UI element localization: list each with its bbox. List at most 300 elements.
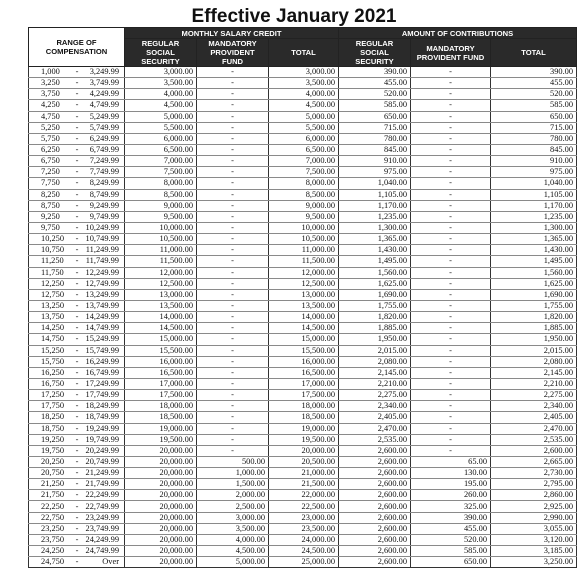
range-separator: - (75, 334, 79, 344)
contrib-mandatory-cell: - (411, 156, 491, 167)
contrib-mandatory-cell: 390.00 (411, 512, 491, 523)
contrib-mandatory-cell: - (411, 211, 491, 222)
contrib-mandatory-cell: - (411, 200, 491, 211)
msc-mandatory-cell: 4,500.00 (197, 546, 269, 557)
contrib-regular-cell: 1,755.00 (339, 300, 411, 311)
range-to: 21,749.99 (85, 479, 119, 489)
range-cell (29, 300, 125, 311)
range-cell (29, 323, 125, 334)
msc-mandatory-cell: - (197, 412, 269, 423)
range-to: 3,249.99 (89, 67, 119, 77)
msc-mandatory-cell: 1,000.00 (197, 468, 269, 479)
contrib-mandatory-cell: 195.00 (411, 479, 491, 490)
contrib-regular-cell: 455.00 (339, 78, 411, 89)
range-to: 10,249.99 (85, 223, 119, 233)
msc-mandatory-cell: - (197, 345, 269, 356)
contrib-regular-cell: 1,300.00 (339, 222, 411, 233)
contrib-total-cell: 2,600.00 (491, 445, 577, 456)
range-cell (29, 534, 125, 545)
range-separator: - (75, 200, 79, 210)
header-msc-mandatory: MANDATORY PROVIDENT FUND (197, 39, 269, 67)
header-range: RANGE OF COMPENSATION (29, 28, 125, 67)
range-from: 4,750 (41, 111, 60, 121)
range-from: 17,750 (41, 401, 65, 411)
range-to: 11,249.99 (85, 245, 119, 255)
contrib-regular-cell: 1,560.00 (339, 267, 411, 278)
msc-total-cell: 14,500.00 (269, 323, 339, 334)
table-row (29, 211, 577, 222)
contrib-regular-cell: 715.00 (339, 122, 411, 133)
msc-mandatory-cell: 500.00 (197, 456, 269, 467)
table-row (29, 189, 577, 200)
range-separator: - (75, 133, 79, 143)
msc-mandatory-cell: - (197, 133, 269, 144)
msc-mandatory-cell: - (197, 334, 269, 345)
contrib-total-cell: 715.00 (491, 122, 577, 133)
table-row (29, 412, 577, 423)
range-from: 18,750 (41, 423, 65, 433)
msc-regular-cell: 11,500.00 (125, 256, 197, 267)
range-cell (29, 256, 125, 267)
range-to: 3,749.99 (89, 78, 119, 88)
range-to: 9,749.99 (89, 211, 119, 221)
contrib-regular-cell: 2,600.00 (339, 523, 411, 534)
range-cell (29, 100, 125, 111)
contrib-mandatory-cell: 130.00 (411, 468, 491, 479)
contrib-mandatory-cell: - (411, 412, 491, 423)
contrib-total-cell: 1,690.00 (491, 289, 577, 300)
table-row (29, 256, 577, 267)
table-row (29, 390, 577, 401)
range-to: 8,249.99 (89, 178, 119, 188)
contrib-mandatory-cell: - (411, 167, 491, 178)
contrib-regular-cell: 2,600.00 (339, 501, 411, 512)
msc-mandatory-cell: - (197, 434, 269, 445)
contrib-mandatory-cell: 520.00 (411, 534, 491, 545)
contrib-total-cell: 3,120.00 (491, 534, 577, 545)
msc-mandatory-cell: - (197, 211, 269, 222)
range-to: 14,749.99 (85, 323, 119, 333)
table-row (29, 267, 577, 278)
msc-total-cell: 14,000.00 (269, 312, 339, 323)
contrib-regular-cell: 1,820.00 (339, 312, 411, 323)
table-row (29, 312, 577, 323)
range-to: 13,749.99 (85, 301, 119, 311)
range-to: 4,249.99 (89, 89, 119, 99)
contrib-total-cell: 1,105.00 (491, 189, 577, 200)
msc-regular-cell: 20,000.00 (125, 557, 197, 568)
msc-total-cell: 19,500.00 (269, 434, 339, 445)
range-from: 3,750 (41, 89, 60, 99)
msc-regular-cell: 9,500.00 (125, 211, 197, 222)
contrib-regular-cell: 2,080.00 (339, 356, 411, 367)
msc-total-cell: 21,500.00 (269, 479, 339, 490)
range-separator: - (75, 223, 79, 233)
range-separator: - (75, 367, 79, 377)
range-to: 21,249.99 (85, 468, 119, 478)
table-row (29, 445, 577, 456)
range-to: 4,749.99 (89, 100, 119, 110)
contrib-total-cell: 650.00 (491, 111, 577, 122)
range-separator: - (75, 534, 79, 544)
contrib-total-cell: 3,185.00 (491, 546, 577, 557)
msc-mandatory-cell: 2,500.00 (197, 501, 269, 512)
range-from: 14,750 (41, 334, 65, 344)
msc-mandatory-cell: - (197, 445, 269, 456)
msc-mandatory-cell: - (197, 122, 269, 133)
contrib-total-cell: 1,430.00 (491, 245, 577, 256)
range-to: 22,249.99 (85, 490, 119, 500)
table-row (29, 144, 577, 155)
range-to: 8,749.99 (89, 189, 119, 199)
msc-mandatory-cell: - (197, 200, 269, 211)
header-monthly-salary-credit: MONTHLY SALARY CREDIT (125, 28, 339, 39)
range-to: 6,249.99 (89, 133, 119, 143)
msc-regular-cell: 17,500.00 (125, 390, 197, 401)
header-msc-total: TOTAL (269, 39, 339, 67)
range-cell (29, 89, 125, 100)
range-from: 20,250 (41, 456, 65, 466)
range-cell (29, 512, 125, 523)
msc-mandatory-cell: - (197, 323, 269, 334)
contrib-total-cell: 1,235.00 (491, 211, 577, 222)
msc-regular-cell: 17,000.00 (125, 378, 197, 389)
range-from: 15,250 (41, 345, 65, 355)
msc-mandatory-cell: - (197, 111, 269, 122)
range-to: 15,749.99 (85, 345, 119, 355)
range-cell (29, 267, 125, 278)
table-row (29, 557, 577, 568)
range-from: 4,250 (41, 100, 60, 110)
msc-regular-cell: 20,000.00 (125, 546, 197, 557)
range-from: 9,250 (41, 211, 60, 221)
range-separator: - (75, 245, 79, 255)
contrib-mandatory-cell: - (411, 67, 491, 78)
range-separator: - (75, 178, 79, 188)
msc-mandatory-cell: - (197, 245, 269, 256)
range-separator: - (75, 267, 79, 277)
range-from: 19,750 (41, 445, 65, 455)
range-from: 21,750 (41, 490, 65, 500)
range-from: 12,750 (41, 289, 65, 299)
range-cell (29, 156, 125, 167)
range-separator: - (75, 67, 79, 77)
msc-mandatory-cell: - (197, 256, 269, 267)
msc-total-cell: 17,000.00 (269, 378, 339, 389)
range-cell (29, 557, 125, 568)
contrib-total-cell: 585.00 (491, 100, 577, 111)
range-from: 18,250 (41, 412, 65, 422)
contrib-total-cell: 910.00 (491, 156, 577, 167)
range-separator: - (75, 89, 79, 99)
contrib-regular-cell: 2,405.00 (339, 412, 411, 423)
range-to: 10,749.99 (85, 234, 119, 244)
msc-mandatory-cell: - (197, 67, 269, 78)
contrib-mandatory-cell: - (411, 390, 491, 401)
contrib-mandatory-cell: - (411, 133, 491, 144)
range-to: 17,749.99 (85, 390, 119, 400)
table-row (29, 456, 577, 467)
msc-regular-cell: 4,000.00 (125, 89, 197, 100)
range-cell (29, 200, 125, 211)
contrib-regular-cell: 2,600.00 (339, 546, 411, 557)
contrib-regular-cell: 2,600.00 (339, 512, 411, 523)
msc-regular-cell: 7,000.00 (125, 156, 197, 167)
contrib-regular-cell: 1,690.00 (339, 289, 411, 300)
msc-regular-cell: 20,000.00 (125, 534, 197, 545)
msc-regular-cell: 8,000.00 (125, 178, 197, 189)
range-separator: - (75, 456, 79, 466)
msc-total-cell: 19,000.00 (269, 423, 339, 434)
msc-mandatory-cell: - (197, 278, 269, 289)
contrib-total-cell: 2,795.00 (491, 479, 577, 490)
range-separator: - (75, 546, 79, 556)
table-row (29, 89, 577, 100)
msc-total-cell: 5,000.00 (269, 111, 339, 122)
contrib-regular-cell: 1,885.00 (339, 323, 411, 334)
msc-mandatory-cell: 2,000.00 (197, 490, 269, 501)
contrib-total-cell: 2,275.00 (491, 390, 577, 401)
range-cell (29, 144, 125, 155)
msc-regular-cell: 8,500.00 (125, 189, 197, 200)
table-row (29, 434, 577, 445)
msc-total-cell: 24,500.00 (269, 546, 339, 557)
msc-regular-cell: 12,500.00 (125, 278, 197, 289)
msc-regular-cell: 16,500.00 (125, 367, 197, 378)
range-cell (29, 523, 125, 534)
table-row (29, 367, 577, 378)
range-from: 7,250 (41, 167, 60, 177)
range-from: 20,750 (41, 468, 65, 478)
msc-regular-cell: 18,500.00 (125, 412, 197, 423)
msc-regular-cell: 20,000.00 (125, 468, 197, 479)
msc-regular-cell: 5,500.00 (125, 122, 197, 133)
range-to: 6,749.99 (89, 145, 119, 155)
msc-regular-cell: 15,000.00 (125, 334, 197, 345)
range-separator: - (75, 78, 79, 88)
msc-mandatory-cell: - (197, 189, 269, 200)
range-from: 23,250 (41, 523, 65, 533)
table-row (29, 100, 577, 111)
range-separator: - (75, 345, 79, 355)
range-to: 16,749.99 (85, 367, 119, 377)
range-cell (29, 434, 125, 445)
range-cell (29, 390, 125, 401)
contrib-mandatory-cell: - (411, 267, 491, 278)
contrib-regular-cell: 1,950.00 (339, 334, 411, 345)
contrib-total-cell: 1,170.00 (491, 200, 577, 211)
contrib-total-cell: 2,860.00 (491, 490, 577, 501)
table-row (29, 512, 577, 523)
msc-total-cell: 23,500.00 (269, 523, 339, 534)
table-row (29, 356, 577, 367)
msc-regular-cell: 15,500.00 (125, 345, 197, 356)
range-cell (29, 334, 125, 345)
range-separator: - (75, 501, 79, 511)
range-cell (29, 122, 125, 133)
contrib-regular-cell: 1,235.00 (339, 211, 411, 222)
msc-total-cell: 7,000.00 (269, 156, 339, 167)
contrib-regular-cell: 2,535.00 (339, 434, 411, 445)
msc-regular-cell: 20,000.00 (125, 479, 197, 490)
table-row (29, 111, 577, 122)
table-row (29, 501, 577, 512)
range-to: 19,249.99 (85, 423, 119, 433)
msc-regular-cell: 20,000.00 (125, 501, 197, 512)
range-separator: - (75, 301, 79, 311)
contrib-regular-cell: 845.00 (339, 144, 411, 155)
contrib-mandatory-cell: - (411, 378, 491, 389)
range-from: 14,250 (41, 323, 65, 333)
range-cell (29, 501, 125, 512)
range-from: 11,750 (41, 267, 64, 277)
contrib-total-cell: 1,365.00 (491, 234, 577, 245)
range-separator: - (75, 289, 79, 299)
msc-total-cell: 7,500.00 (269, 167, 339, 178)
range-separator: - (75, 523, 79, 533)
range-from: 23,750 (41, 534, 65, 544)
contrib-regular-cell: 1,170.00 (339, 200, 411, 211)
contrib-total-cell: 1,885.00 (491, 323, 577, 334)
contrib-total-cell: 455.00 (491, 78, 577, 89)
msc-total-cell: 13,000.00 (269, 289, 339, 300)
range-separator: - (75, 468, 79, 478)
msc-regular-cell: 19,000.00 (125, 423, 197, 434)
range-cell (29, 78, 125, 89)
contrib-mandatory-cell: - (411, 222, 491, 233)
contrib-regular-cell: 2,210.00 (339, 378, 411, 389)
range-from: 22,250 (41, 501, 65, 511)
range-to: 18,749.99 (85, 412, 119, 422)
msc-regular-cell: 20,000.00 (125, 456, 197, 467)
table-row (29, 378, 577, 389)
range-cell (29, 133, 125, 144)
range-cell (29, 312, 125, 323)
range-cell (29, 167, 125, 178)
range-separator: - (75, 390, 79, 400)
range-separator: - (75, 323, 79, 333)
range-to: 18,249.99 (85, 401, 119, 411)
msc-mandatory-cell: - (197, 144, 269, 155)
msc-total-cell: 11,500.00 (269, 256, 339, 267)
range-to: 5,749.99 (89, 122, 119, 132)
msc-total-cell: 13,500.00 (269, 300, 339, 311)
msc-total-cell: 12,000.00 (269, 267, 339, 278)
range-from: 8,750 (41, 200, 60, 210)
contrib-mandatory-cell: - (411, 434, 491, 445)
contrib-regular-cell: 390.00 (339, 67, 411, 78)
msc-total-cell: 18,000.00 (269, 401, 339, 412)
table-row (29, 523, 577, 534)
msc-regular-cell: 10,000.00 (125, 222, 197, 233)
range-cell (29, 245, 125, 256)
msc-regular-cell: 18,000.00 (125, 401, 197, 412)
range-separator: - (75, 256, 79, 266)
contrib-mandatory-cell: - (411, 300, 491, 311)
contrib-mandatory-cell: - (411, 323, 491, 334)
table-row (29, 167, 577, 178)
msc-total-cell: 3,000.00 (269, 67, 339, 78)
range-to: 23,749.99 (85, 523, 119, 533)
range-from: 10,250 (41, 234, 65, 244)
range-from: 21,250 (41, 479, 65, 489)
msc-mandatory-cell: - (197, 222, 269, 233)
header-amount-of-contributions: AMOUNT OF CONTRIBUTIONS (339, 28, 577, 39)
contrib-mandatory-cell: 585.00 (411, 546, 491, 557)
msc-mandatory-cell: - (197, 423, 269, 434)
range-separator: - (75, 356, 79, 366)
table-row (29, 78, 577, 89)
contrib-total-cell: 2,925.00 (491, 501, 577, 512)
contrib-regular-cell: 585.00 (339, 100, 411, 111)
range-to: 16,249.99 (85, 356, 119, 366)
msc-mandatory-cell: - (197, 378, 269, 389)
contrib-regular-cell: 2,600.00 (339, 445, 411, 456)
msc-regular-cell: 4,500.00 (125, 100, 197, 111)
range-separator: - (75, 512, 79, 522)
contrib-total-cell: 520.00 (491, 89, 577, 100)
range-separator: - (75, 379, 79, 388)
range-separator: - (75, 557, 79, 567)
msc-regular-cell: 14,500.00 (125, 323, 197, 334)
contrib-regular-cell: 1,105.00 (339, 189, 411, 200)
range-separator: - (75, 122, 79, 132)
table-row (29, 323, 577, 334)
msc-total-cell: 15,000.00 (269, 334, 339, 345)
range-cell (29, 234, 125, 245)
msc-regular-cell: 20,000.00 (125, 490, 197, 501)
contrib-total-cell: 3,250.00 (491, 557, 577, 568)
msc-total-cell: 17,500.00 (269, 390, 339, 401)
contrib-total-cell: 2,535.00 (491, 434, 577, 445)
range-cell (29, 67, 125, 78)
msc-regular-cell: 13,500.00 (125, 300, 197, 311)
range-from: 10,750 (41, 245, 65, 255)
header-contrib-mandatory: MANDATORY PROVIDENT FUND (411, 39, 491, 67)
range-from: 24,250 (41, 546, 65, 556)
range-separator: - (75, 434, 79, 444)
msc-regular-cell: 5,000.00 (125, 111, 197, 122)
contrib-total-cell: 1,950.00 (491, 334, 577, 345)
contrib-mandatory-cell: - (411, 122, 491, 133)
range-to: 14,249.99 (85, 312, 119, 322)
contrib-total-cell: 3,055.00 (491, 523, 577, 534)
contrib-mandatory-cell: - (411, 334, 491, 345)
range-from: 11,250 (41, 256, 64, 266)
contrib-total-cell: 845.00 (491, 144, 577, 155)
contrib-total-cell: 1,040.00 (491, 178, 577, 189)
msc-mandatory-cell: - (197, 289, 269, 300)
table-row (29, 534, 577, 545)
table-row (29, 234, 577, 245)
range-from: 7,750 (41, 178, 60, 188)
msc-regular-cell: 7,500.00 (125, 167, 197, 178)
msc-mandatory-cell: - (197, 300, 269, 311)
table-row (29, 345, 577, 356)
range-to: 22,749.99 (85, 501, 119, 511)
msc-total-cell: 9,000.00 (269, 200, 339, 211)
msc-total-cell: 6,000.00 (269, 133, 339, 144)
table-row (29, 67, 577, 78)
range-cell (29, 189, 125, 200)
msc-mandatory-cell: - (197, 78, 269, 89)
contrib-regular-cell: 2,600.00 (339, 557, 411, 568)
contrib-mandatory-cell: - (411, 234, 491, 245)
range-from: 8,250 (41, 189, 60, 199)
contrib-mandatory-cell: - (411, 89, 491, 100)
contrib-regular-cell: 975.00 (339, 167, 411, 178)
msc-total-cell: 24,000.00 (269, 534, 339, 545)
